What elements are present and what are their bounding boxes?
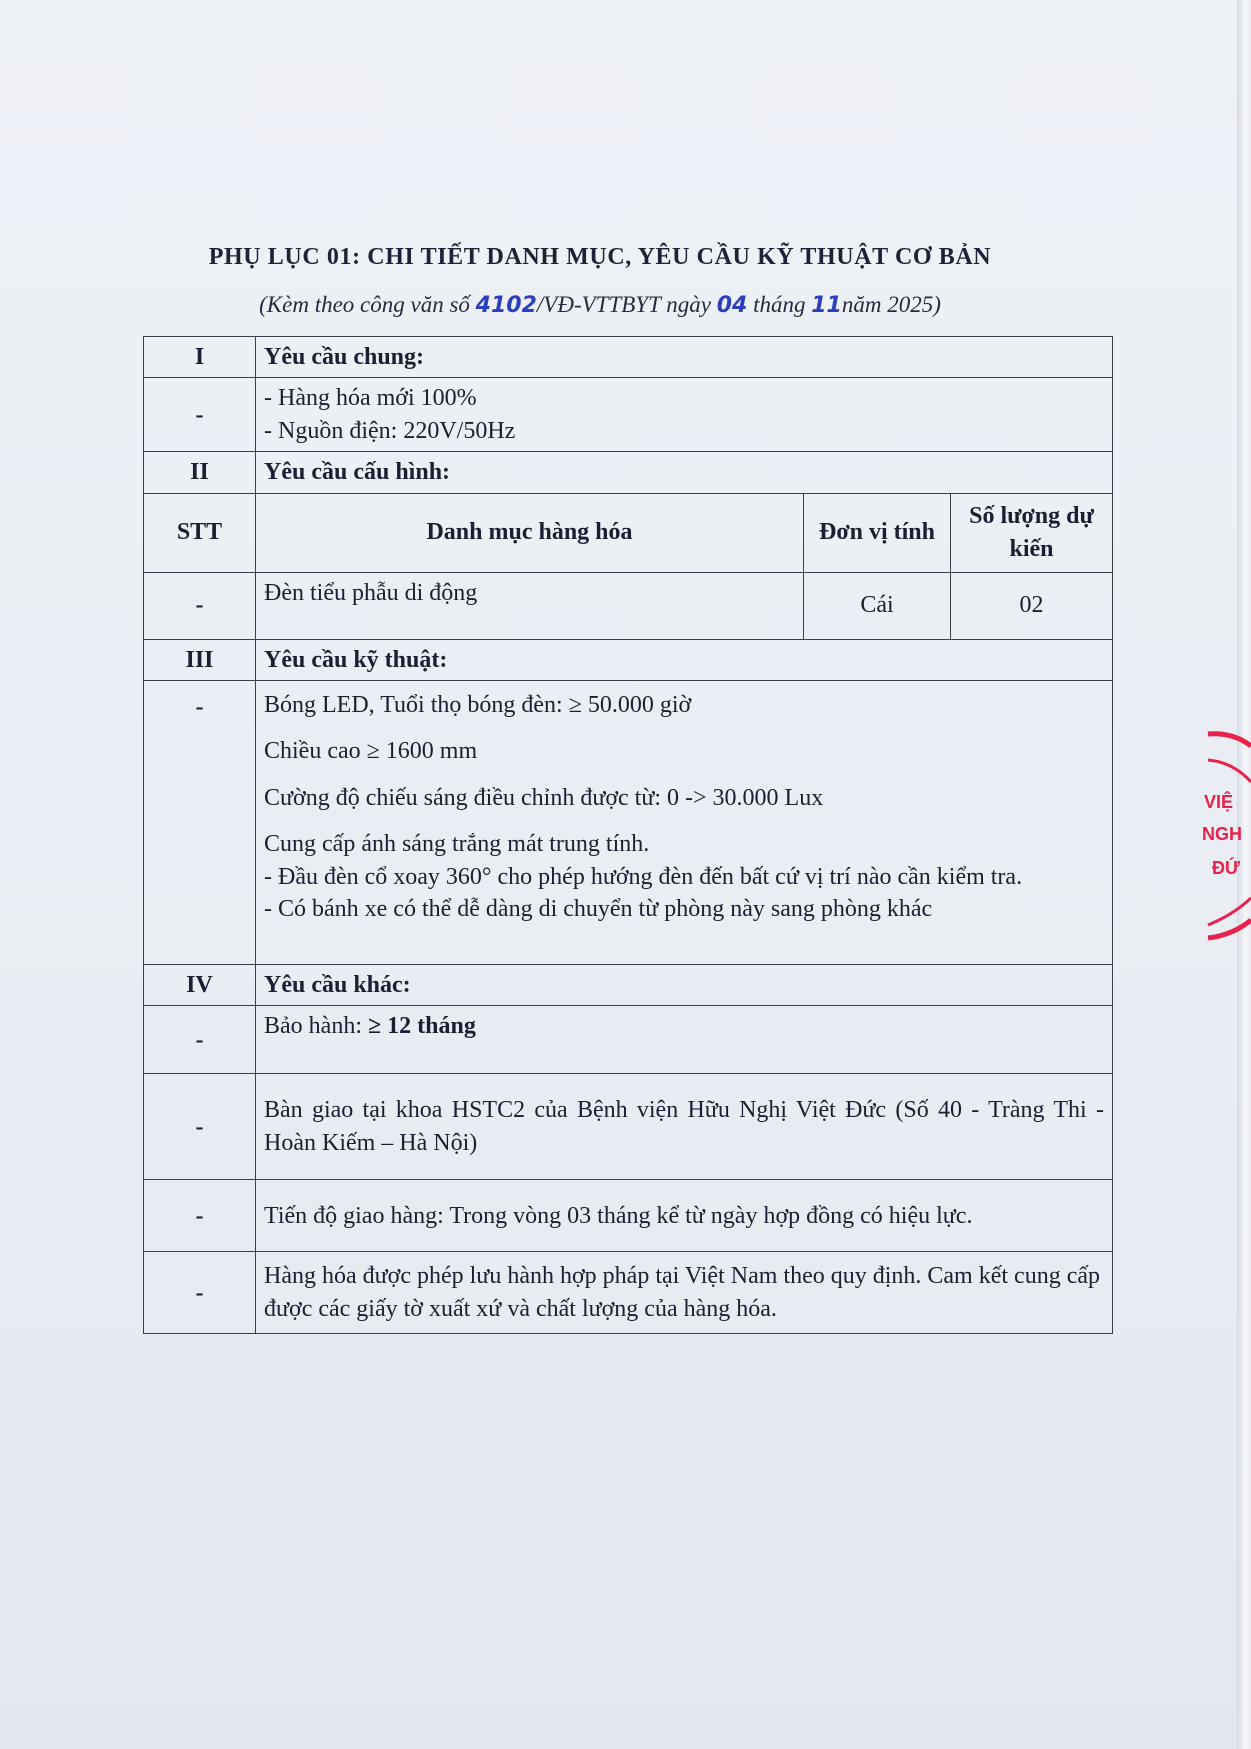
handwritten-doc-number: 4102 <box>475 293 537 318</box>
requirements-table <box>143 336 1113 1334</box>
row-marker: - <box>144 1074 256 1180</box>
column-header-stt: STT <box>144 493 256 572</box>
item-name: Đèn tiểu phẫu di động <box>264 579 478 606</box>
section-number: IV <box>144 964 256 1005</box>
row-marker: - <box>144 572 256 639</box>
item-unit: Cái <box>804 573 951 639</box>
spec-line: Cường độ chiếu sáng điều chỉnh được từ: 0 -> 30.000 Lux <box>264 784 824 811</box>
general-line: - Nguồn điện: 220V/50Hz <box>264 417 516 444</box>
warranty-requirement: Bảo hành: ≥ 12 tháng <box>256 1006 1113 1074</box>
handwritten-month: 11 <box>811 293 842 318</box>
section-heading: Yêu cầu kỹ thuật: <box>256 639 1113 680</box>
section-heading: Yêu cầu cấu hình: <box>256 452 1113 493</box>
legal-commitment: Hàng hóa được phép lưu hành hợp pháp tại Việt Nam theo quy định. Cam kết cung cấp được các giấy tờ xuất xứ và chất lượng của hàng hóa. <box>256 1252 1113 1334</box>
spec-line: Chiều cao ≥ 1600 mm <box>264 738 478 765</box>
delivery-location: Bàn giao tại khoa HSTC2 của Bệnh viện Hữu Nghị Việt Đức (Số 40 - Tràng Thi - Hoàn Kiếm – Hà Nội) <box>256 1074 1113 1180</box>
row-marker: - <box>144 1252 256 1334</box>
row-marker: - <box>144 1006 256 1074</box>
document-title: PHỤ LỤC 01: CHI TIẾT DANH MỤC, YÊU CẦU KỸ THUẬT CƠ BẢN <box>208 244 992 270</box>
section-number: III <box>144 639 256 680</box>
general-line: - Hàng hóa mới 100% <box>264 385 477 412</box>
handwritten-day: 04 <box>716 293 748 318</box>
stamp-text: ĐỨ <box>1212 858 1240 878</box>
spec-line: Cung cấp ánh sáng trắng mát trung tính. <box>264 831 650 858</box>
spec-line: Bóng LED, Tuổi thọ bóng đèn: ≥ 50.000 giờ <box>264 691 692 718</box>
column-header-qty: Số lượng dự kiến <box>951 494 1113 572</box>
row-marker: - <box>144 378 256 452</box>
section-number: II <box>144 452 256 493</box>
row-marker: - <box>144 1180 256 1252</box>
row-marker: - <box>144 680 256 964</box>
warranty-value: ≥ 12 tháng <box>367 1013 476 1040</box>
column-header-name: Danh mục hàng hóa <box>426 519 633 546</box>
red-seal-stamp <box>1188 720 1251 950</box>
stamp-text: NGH <box>1202 824 1242 844</box>
spec-line: - Đầu đèn cổ xoay 360° cho phép hướng đèn đến bất cứ vị trí nào cần kiểm tra. <box>264 863 1023 890</box>
document-subtitle: (Kèm theo công văn số 4102/VĐ-VTTBYT ngày 04 tháng 11năm 2025) <box>259 292 941 318</box>
section-number: I <box>144 337 256 378</box>
section-heading: Yêu cầu chung: <box>256 337 1113 378</box>
spec-line: - Có bánh xe có thể dễ dàng di chuyển từ phòng này sang phòng khác <box>264 895 933 922</box>
general-requirements <box>256 378 1113 452</box>
section-heading: Yêu cầu khác: <box>256 964 1113 1005</box>
technical-specs <box>256 680 1113 964</box>
delivery-schedule: Tiến độ giao hàng: Trong vòng 03 tháng kể từ ngày hợp đồng có hiệu lực. <box>256 1180 1113 1252</box>
stamp-text: VIỆ <box>1204 792 1234 812</box>
column-header-unit: Đơn vị tính <box>804 494 951 572</box>
item-qty: 02 <box>951 573 1113 639</box>
